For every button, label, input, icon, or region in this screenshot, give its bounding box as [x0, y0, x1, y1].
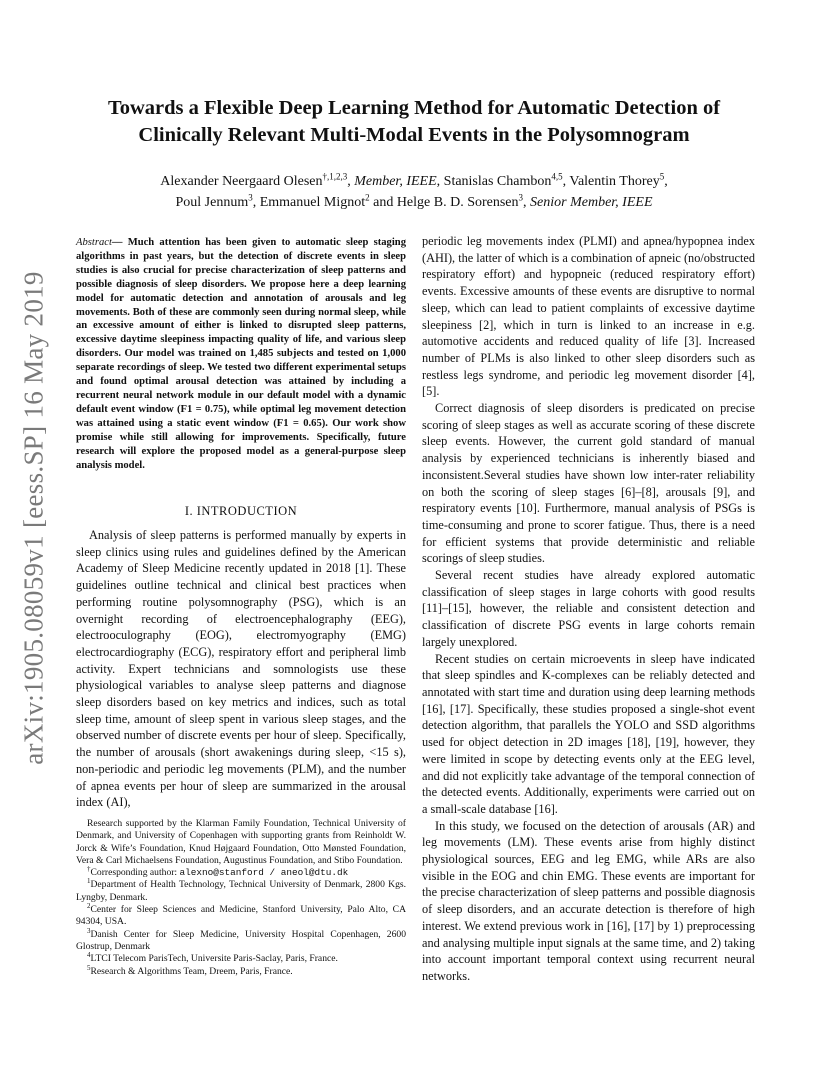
affiliation-note [76, 963, 406, 978]
author-affiliation-marks: 4,5 [551, 171, 563, 182]
arxiv-identifier: arXiv:1905.08059v1 [eess.SP] 16 May 2019 [18, 271, 49, 765]
author-line-1 [90, 171, 738, 192]
footnote-label: Corresponding author: [90, 867, 180, 879]
contact-email: alexno@stanford / aneol@dtu.dk [179, 867, 349, 879]
affiliation-note [76, 926, 406, 954]
affiliation-text: Center for Sleep Sciences and Medicine, Stanford University, Palo Alto, CA 94304, USA. [76, 904, 406, 928]
introduction-left-column [76, 527, 406, 811]
body-paragraph: Recent studies on certain microevents in sleep have indicated that sleep spindles and K-complexes can be reliably detected and annotated with start time and duration using deep learning methods [16], [17]. Specifically, these studies proposed a single-shot event detection algorithm, that parallels the YOLO and SSD algorithms used for object detection in 2D images [18], [19], however, they were limited in scope by detecting events only at the EEG level, and did not explicitly take advantage of the temporal connection of the detected events. Additionally, experiments were carried out on a small-scale database [16]. [422, 651, 755, 816]
body-paragraph: Analysis of sleep patterns is performed manually by experts in sleep clinics using rules and guidelines defined by the American Academy of Sleep Medicine recently updated in 2018 [1]. These guidelines outline technical and clinical best practices when performing routine polysomnography (PSG), which is an overnight recording of electroencephalography (EEG), electrooculography (EOG), electromyography (EMG) electrocardiography (ECG), respiratory effort and peripheral limb activity. Expert technicians and somnologists use these physiological variables to analyse sleep patterns and diagnose sleep disorders based on key metrics and indices, such as total sleep time, amount of sleep spent in various sleep stages, and the observed number of discrete events per hour of sleep. Specifically, the number of arousals (short awakenings during sleep, <15 s), non-periodic and periodic leg movements (PLM), and the number of apnea events per hour of sleep are summarized in the arousal index (AI), [76, 528, 406, 810]
separator: , [523, 195, 531, 210]
affiliation-text: Danish Center for Sleep Medicine, University Hospital Copenhagen, 2600 Glostrup, Denmark [76, 928, 406, 952]
paper-title: Towards a Flexible Deep Learning Method for Automatic Detection of Clinically Relevant Multi-Modal Events in the Polysomnogram [107, 97, 721, 146]
footnote-mark: 1 [87, 877, 91, 886]
author-affiliation-marks: 5 [659, 171, 665, 182]
introduction-right-column [422, 233, 755, 985]
author-line-2 [90, 192, 738, 213]
author-membership: Senior Member, IEEE [530, 195, 653, 210]
author-name: and Helge B. D. Sorensen [369, 195, 519, 210]
affiliation-note [76, 953, 406, 965]
author-affiliation-marks: †,1,2,3 [322, 171, 348, 182]
abstract-label: Abstract [76, 237, 112, 248]
affiliation-note [76, 901, 406, 929]
body-paragraph: In this study, we focused on the detection of arousals (AR) and leg movements (LM). These events arise from highly distinct physiological sources, EEG and leg EMG, while ARs are also visible in the EOG and chin EMG. These events are important for the precise characterization of sleep patterns and possible diagnosis of sleep disorders, and an accurate detection is therefore of high interest. We extend previous work in [16], [17] by 1) preprocessing and analysing multiple input signals at the same time, and 2) taking into account important temporal context using recurrent neural networks. [422, 818, 755, 983]
abstract [76, 236, 406, 472]
footnote-mark: † [87, 865, 91, 873]
affiliation-note [76, 879, 406, 904]
corresponding-author-note [76, 867, 406, 879]
abstract-text: — Much attention has been given to automatic sleep staging algorithms in past years, but the detection of discrete events in sleep studies is also crucial for precise characterization of sleep patterns and possible diagnosis of sleep disorders. We propose here a deep learning model for automatic detection and annotation of arousals and leg movements. Both of these are commonly seen during normal sleep, while an excessive amount of either is linked to disrupted sleep patterns, excessive daytime sleepiness impacting quality of life, and various sleep disorders. Our model was trained on 1,485 subjects and tested on 1,000 separate recordings of sleep. We tested two different experimental setups and found optimal arousal detection was attained by including a recurrent neural network module in our default model with a dynamic default event window (F1 = 0.75), while optimal leg movement detection was attained using a static event window (F1 = 0.65). Our work show promise while still allowing for improvements. Specifically, future research will explore the proposed model as a general-purpose sleep analysis model. [76, 237, 406, 471]
arxiv-sidebar-stamp [14, 258, 54, 778]
footnotes [76, 818, 406, 978]
affiliation-text: LTCI Telecom ParisTech, Universite Paris-Saclay, Paris, France. [90, 953, 338, 965]
funding-note: Research supported by the Klarman Family Foundation, Technical University of Denmark, and University of Copenhagen with supporting grants from Reinholdt W. Jorck & Wife’s Foundation, Knud Højgaard Foundation, Otto Mønsted Foundation, Vera & Carl Michaelsens Foundation, Augustinus Foundation, and Stibo Foundation. [76, 818, 406, 866]
body-paragraph: periodic leg movements index (PLMI) and apnea/hypopnea index (AHI), the latter of which is a combination of apneic (no/obstructed respiratory effort) and hypopneic (reduced respiratory effort) events. Excessive amounts of these events are disruptive to normal sleep, which can lead to patient complaints of excessive daytime sleepiness [2], which in turn is linked to an increase in e.g. automotive accidents and reduced quality of life [3]. Increased number of PLMs is also linked to other sleep disorders such as restless legs syndrome, and periodic leg movement disorder [4], [5]. [422, 234, 755, 399]
body-paragraph: Several recent studies have already explored automatic classification of sleep stages in large cohorts with good results [11]–[15], however, the reliable and consistent detection and classification of discrete PSG events in large cohorts remain largely unexplored. [422, 568, 755, 649]
author-name: , Emmanuel Mignot [252, 195, 366, 210]
separator: , [347, 174, 355, 189]
author-name: Alexander Neergaard Olesen [160, 174, 323, 189]
affiliation-text: Department of Health Technology, Technical University of Denmark, 2800 Kgs. Lyngby, Denmark. [76, 879, 406, 903]
author-name: , Valentin Thorey [562, 174, 660, 189]
footnote-mark: 3 [87, 926, 91, 935]
footnote-mark: 2 [87, 901, 91, 910]
body-paragraph: Correct diagnosis of sleep disorders is predicated on precise scoring of sleep stages as well as accurate scoring of these discrete sleep events. However, the current gold standard of manual analysis by experienced technicians is inherently biased and inconsistent.Several studies have shown low inter-rater reliability on both the scoring of sleep stages [6]–[8], arousals [9], and respiratory events [10]. Furthermore, manual analysis of PSGs is time-consuming and prone to scorer fatigue. Thus, there is a need for efficient systems that provide deterministic and reliable scorings of sleep studies. [422, 401, 755, 566]
author-name: Poul Jennum [175, 195, 249, 210]
author-affiliation-marks: 3 [518, 192, 524, 203]
footnote-mark: 5 [87, 963, 91, 972]
author-name: , Stanislas Chambon [436, 174, 552, 189]
author-affiliation-marks: 3 [248, 192, 253, 203]
affiliation-text: Research & Algorithms Team, Dreem, Paris, France. [90, 965, 293, 977]
section-heading-introduction: I. INTRODUCTION [184, 504, 298, 518]
author-affiliation-marks: 2 [365, 192, 370, 203]
author-membership: Member, IEEE [354, 174, 437, 189]
footnote-mark: 4 [87, 951, 91, 960]
author-list [90, 171, 738, 213]
separator: , [664, 174, 668, 189]
